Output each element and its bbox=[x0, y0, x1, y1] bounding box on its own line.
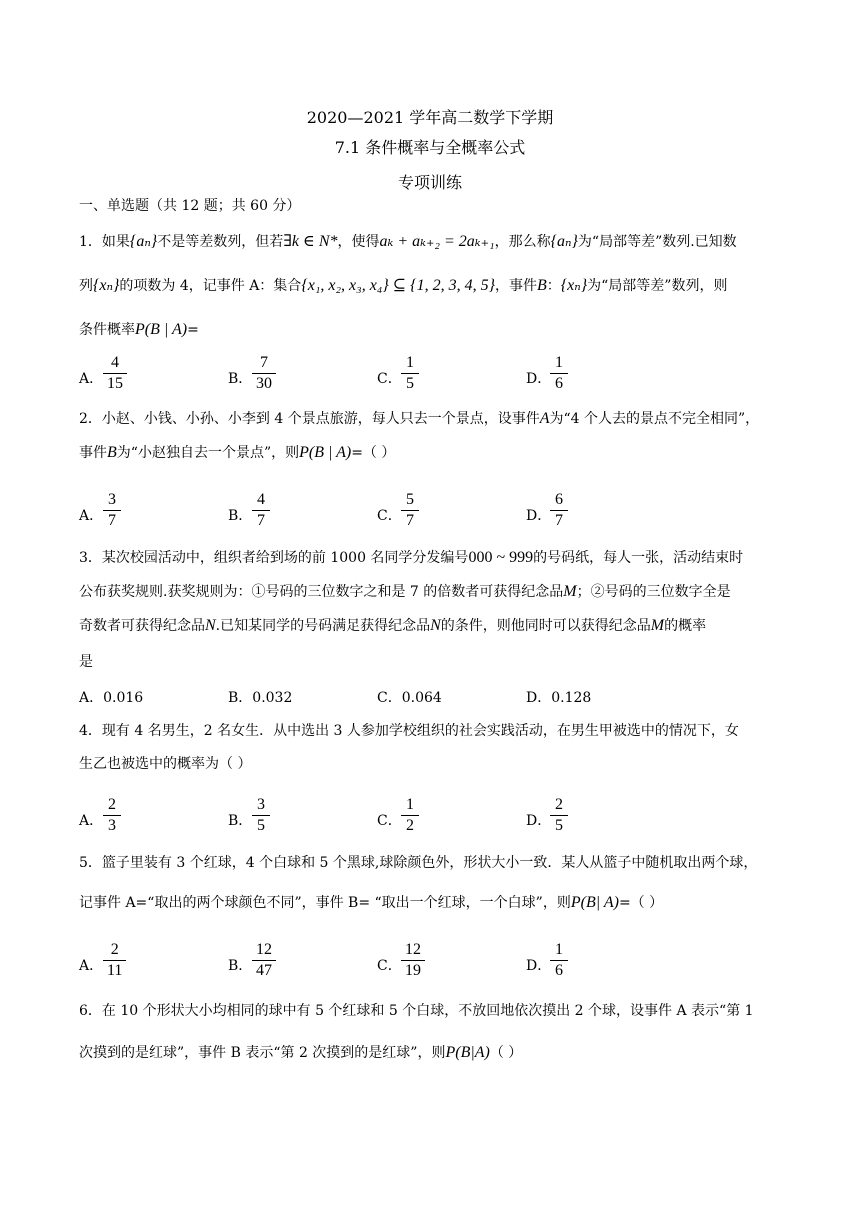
denominator: 5 bbox=[406, 375, 414, 392]
q5-option-d-label: D． bbox=[526, 958, 552, 974]
q2-text-b: 为“4 个人去的景点不完全相同”， bbox=[549, 411, 760, 427]
q5-math-pba: P(B| A) bbox=[570, 894, 619, 911]
q1-math-pba: P(B | A) bbox=[135, 321, 188, 338]
q5-line1: 5．篮子里装有 3 个红球，4 个白球和 5 个黑球,球除颜色外，形状大小一致．某人从篮子中随机取出两个球， bbox=[79, 855, 758, 871]
numerator: 12 bbox=[256, 941, 272, 958]
denominator: 5 bbox=[555, 817, 563, 834]
q4-option-c-fraction bbox=[403, 795, 417, 836]
numerator: 2 bbox=[108, 796, 116, 813]
q3-text-e: 奇数者可获得纪念品 bbox=[79, 618, 205, 634]
denominator: 15 bbox=[107, 375, 123, 392]
q4-option-d-fraction bbox=[552, 795, 566, 836]
q6-math-pba: P(B|A) bbox=[445, 1044, 490, 1061]
q4-line2: 生乙也被选中的概率为（ ） bbox=[79, 756, 252, 772]
q5-option-c-fraction bbox=[403, 940, 423, 981]
denominator: 2 bbox=[406, 817, 414, 834]
q3-option-d[interactable]: D．0.128 bbox=[526, 690, 592, 706]
q2-text-a: 2．小赵、小钱、小孙、小李到 4 个景点旅游，每人只去一个景点，设事件 bbox=[79, 411, 540, 427]
q3-text-h: 的概率 bbox=[664, 618, 707, 634]
q3-math-M2: M bbox=[650, 617, 665, 634]
numerator: 2 bbox=[555, 796, 563, 813]
q3-option-b[interactable]: B．0.032 bbox=[228, 690, 293, 706]
q3-math-N2: N bbox=[430, 617, 441, 634]
numerator: 4 bbox=[111, 354, 119, 371]
q2-option-a-fraction bbox=[105, 490, 119, 531]
q5-option-b-fraction bbox=[254, 940, 274, 981]
denominator: 47 bbox=[256, 962, 272, 979]
denominator: 7 bbox=[406, 512, 414, 529]
q5-line2 bbox=[79, 893, 779, 913]
q1-text-j: 为“局部等差”数列，则 bbox=[587, 278, 728, 294]
q1-math-xn2: {xₙ} bbox=[560, 277, 588, 294]
q3-text-a: 3．某次校园活动中，组织者给到场的前 1000 名同学分发编号 bbox=[79, 550, 469, 566]
q6-line1: 6．在 10 个形状大小均相同的球中有 5 个红球和 5 个白球，不放回地依次摸出 2 个球，设事件 A 表示“第 1 bbox=[79, 1003, 754, 1019]
q1-text-l: = bbox=[187, 322, 199, 338]
q1-line1 bbox=[79, 232, 779, 252]
q3-option-c[interactable]: C．0.064 bbox=[377, 690, 442, 706]
q1-text-a: 1．如果 bbox=[79, 234, 130, 250]
q5-option-c-label: C． bbox=[377, 958, 402, 974]
doc-title-sub: 专项训练 bbox=[397, 173, 462, 192]
numerator: 7 bbox=[260, 354, 268, 371]
q5-options bbox=[79, 940, 779, 990]
q4-option-a-fraction bbox=[105, 795, 119, 836]
numerator: 3 bbox=[108, 491, 116, 508]
q3-math-M: M bbox=[563, 583, 577, 600]
q2-text-c: 事件 bbox=[79, 445, 107, 461]
numerator: 1 bbox=[555, 354, 563, 371]
q1-math-eq: aₖ + aₖ₊₂ = 2aₖ₊₁ bbox=[379, 233, 495, 250]
q3-math-N: N bbox=[205, 617, 216, 634]
q2-option-b-label: B． bbox=[228, 508, 253, 524]
q6-text-c: （ ） bbox=[489, 1045, 523, 1061]
section-heading: 一、单选题（共 12 题；共 60 分） bbox=[79, 198, 301, 214]
q2-line1 bbox=[79, 409, 779, 429]
q1-option-a-label: A． bbox=[79, 371, 104, 387]
q4-option-a-label: A． bbox=[79, 813, 104, 829]
q2-math-pba: P(B | A) bbox=[299, 444, 352, 461]
q1-option-b-label: B． bbox=[228, 371, 253, 387]
q1-option-d-fraction bbox=[552, 353, 566, 394]
numerator: 6 bbox=[555, 491, 563, 508]
numerator: 5 bbox=[406, 491, 414, 508]
q3-option-a[interactable]: A．0.016 bbox=[79, 690, 144, 706]
q5-option-b-label: B． bbox=[228, 958, 253, 974]
denominator: 11 bbox=[107, 962, 123, 979]
denominator: 30 bbox=[256, 375, 272, 392]
q5-option-a-fraction bbox=[105, 940, 124, 981]
numerator: 4 bbox=[257, 491, 265, 508]
denominator: 3 bbox=[108, 817, 116, 834]
q1-option-a-fraction bbox=[105, 353, 125, 394]
q1-option-b-fraction bbox=[254, 353, 274, 394]
q1-option-c-label: C． bbox=[377, 371, 402, 387]
q1-text-b: 不是等差数列，但若 bbox=[157, 234, 284, 250]
q4-option-b-label: B． bbox=[228, 813, 253, 829]
q2-option-a-label: A． bbox=[79, 508, 104, 524]
q5-option-a-label: A． bbox=[79, 958, 104, 974]
q4-option-d-label: D． bbox=[526, 813, 552, 829]
denominator: 7 bbox=[108, 512, 116, 529]
q2-options bbox=[79, 490, 779, 540]
q3-line2 bbox=[79, 582, 779, 602]
q1-math-exists: ∃k ∈ N* bbox=[283, 233, 338, 250]
q5-text-b: 记事件 A=“取出的两个球颜色不同”，事件 B= “取出一个红球，一个白球”，则 bbox=[79, 895, 571, 911]
q1-text-g: 的项数为 4，记事件 A：集合 bbox=[119, 278, 302, 294]
q1-text-c: ，使得 bbox=[337, 234, 380, 250]
q4-options bbox=[79, 795, 779, 845]
q1-text-e: 为“局部等差”数列.已知数 bbox=[577, 234, 737, 250]
denominator: 6 bbox=[555, 375, 563, 392]
denominator: 6 bbox=[555, 962, 563, 979]
q1-math-set: {x₁, x₂, x₃, x₄} ⊆ {1, 2, 3, 4, 5} bbox=[301, 277, 495, 294]
q2-line2 bbox=[79, 443, 779, 463]
q1-option-c-fraction bbox=[403, 353, 417, 394]
q4-option-c-label: C． bbox=[377, 813, 402, 829]
q3-text-c: 公布获奖规则.获奖规则为：①号码的三位数字之和是 7 的倍数者可获得纪念品 bbox=[79, 584, 564, 600]
q2-text-d: 为“小赵独自去一个景点”，则 bbox=[116, 445, 300, 461]
q2-option-d-label: D． bbox=[526, 508, 552, 524]
q3-line1 bbox=[79, 548, 779, 568]
doc-title-year: 2020—2021 学年高二数学下学期 bbox=[306, 108, 554, 127]
q2-option-c-label: C． bbox=[377, 508, 402, 524]
denominator: 7 bbox=[555, 512, 563, 529]
q1-text-k: 条件概率 bbox=[79, 322, 135, 338]
numerator: 3 bbox=[257, 796, 265, 813]
q2-math-A: A bbox=[539, 410, 550, 427]
q3-line4: 是 bbox=[79, 654, 93, 670]
q1-line2 bbox=[79, 276, 779, 296]
q1-math-B: B bbox=[536, 277, 547, 294]
q1-text-d: ，那么称 bbox=[494, 234, 551, 250]
q3-options bbox=[79, 687, 779, 709]
q1-options bbox=[79, 353, 779, 403]
q3-math-range: 000 ~ 999 bbox=[468, 549, 534, 566]
q3-text-b: 的号码纸，每人一张，活动结束时 bbox=[533, 550, 744, 566]
q3-text-d: ；②号码的三位数字全是 bbox=[576, 584, 731, 600]
q6-text-b: 次摸到的是红球”，事件 B 表示“第 2 次摸到的是红球”，则 bbox=[79, 1045, 446, 1061]
q6-line2 bbox=[79, 1043, 779, 1063]
numerator: 2 bbox=[110, 941, 119, 958]
q1-math-xn: {xₙ} bbox=[93, 277, 120, 294]
q1-text-h: ，事件 bbox=[494, 278, 537, 294]
q5-text-c: =（ ） bbox=[618, 895, 664, 911]
denominator: 7 bbox=[257, 512, 265, 529]
q1-option-d-label: D． bbox=[526, 371, 552, 387]
numerator: 1 bbox=[555, 941, 563, 958]
q2-option-d-fraction bbox=[552, 490, 566, 531]
q4-line1: 4．现有 4 名男生，2 名女生．从中选出 3 人参加学校组织的社会实践活动，在男生甲被选中的情况下，女 bbox=[79, 723, 739, 739]
q2-option-b-fraction bbox=[254, 490, 268, 531]
q3-line3 bbox=[79, 616, 779, 636]
q1-line3 bbox=[79, 320, 779, 340]
numerator: 1 bbox=[406, 796, 414, 813]
q1-text-f: 列 bbox=[79, 278, 93, 294]
q2-option-c-fraction bbox=[403, 490, 417, 531]
q2-math-B: B bbox=[107, 444, 117, 461]
denominator: 19 bbox=[405, 962, 421, 979]
numerator: 12 bbox=[405, 941, 421, 958]
q3-text-g: 的条件，则他同时可以获得纪念品 bbox=[440, 618, 651, 634]
q2-text-e: =（ ） bbox=[351, 445, 396, 461]
q1-text-i: ： bbox=[546, 278, 561, 294]
q3-text-f: .已知某同学的号码满足获得纪念品 bbox=[215, 618, 431, 634]
q4-option-b-fraction bbox=[254, 795, 268, 836]
denominator: 5 bbox=[257, 817, 265, 834]
q5-option-d-fraction bbox=[552, 940, 566, 981]
numerator: 1 bbox=[406, 354, 414, 371]
q1-math-an: {aₙ} bbox=[129, 233, 158, 250]
q1-math-an2: {aₙ} bbox=[550, 233, 578, 250]
doc-title-topic: 7.1 条件概率与全概率公式 bbox=[334, 138, 526, 157]
